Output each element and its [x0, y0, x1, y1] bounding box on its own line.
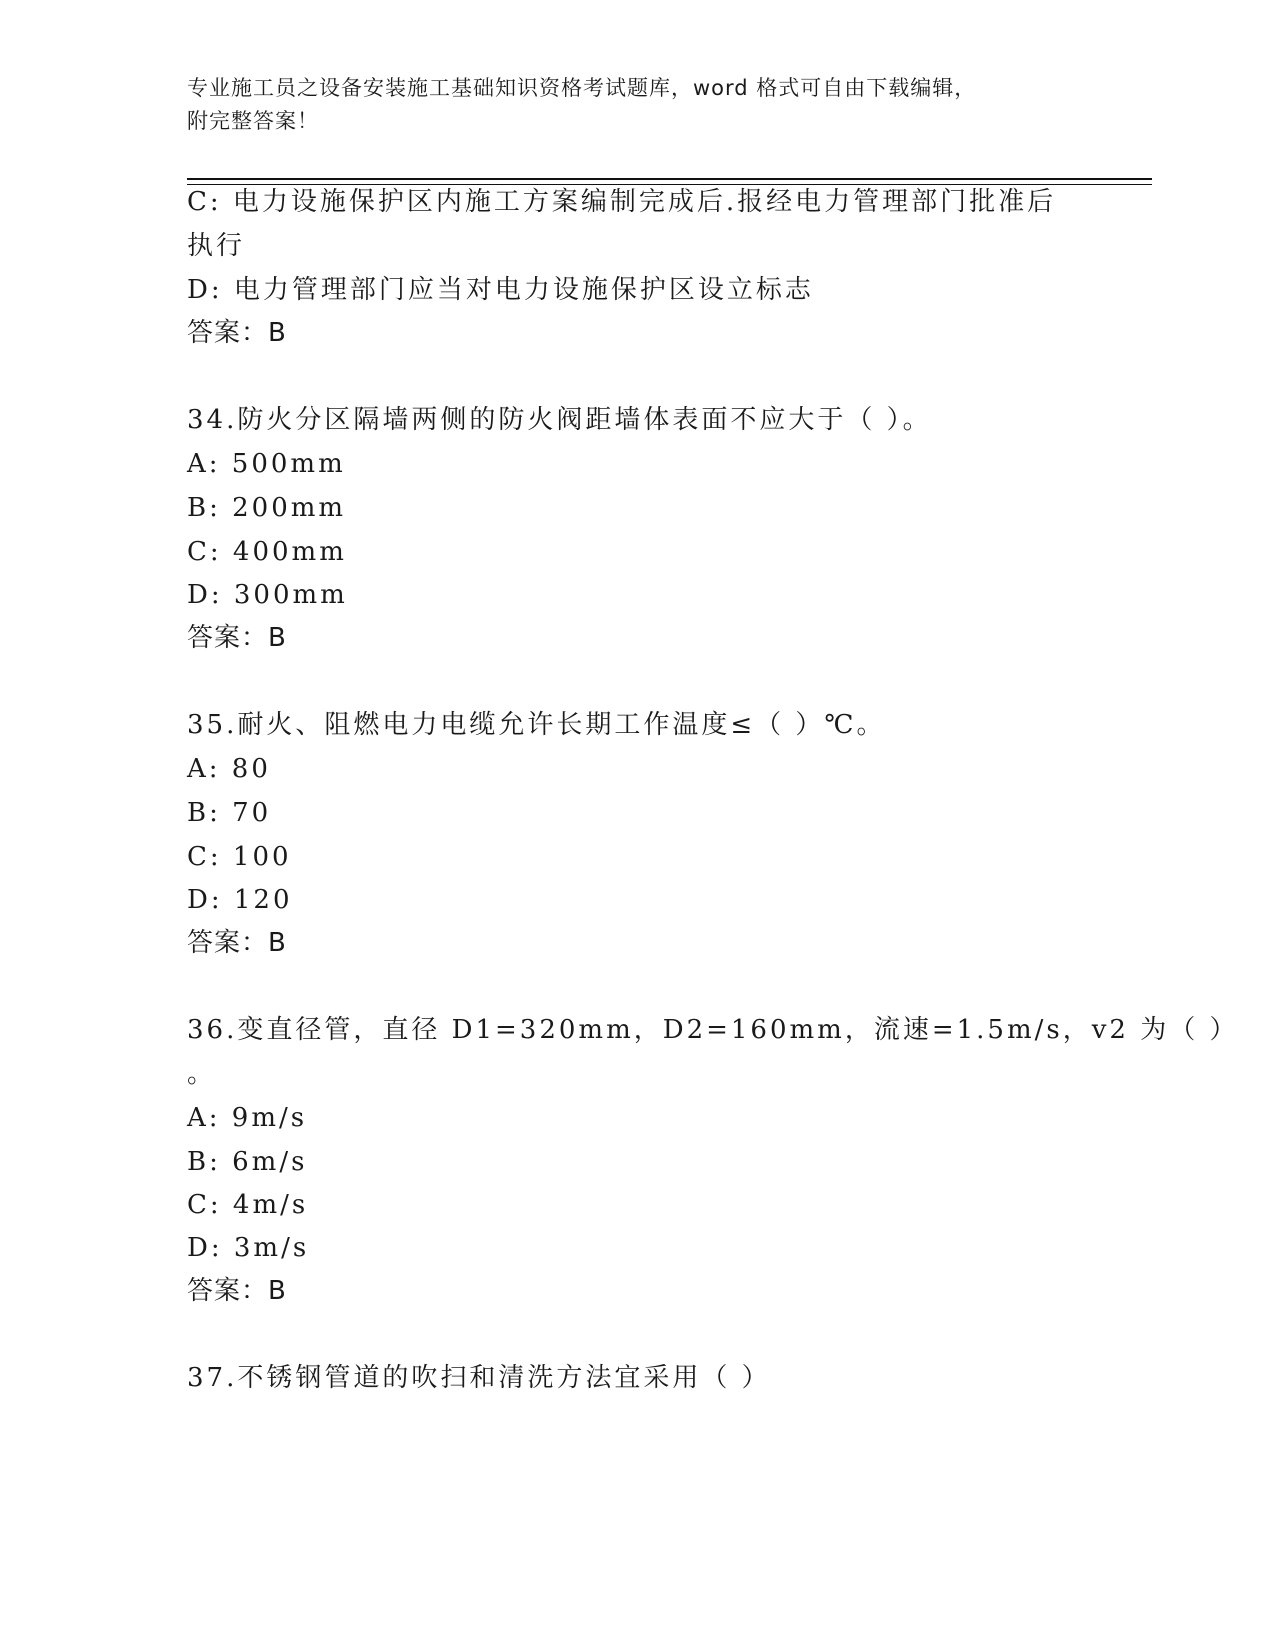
document-header	[187, 72, 1087, 138]
header-divider-thick	[187, 178, 1152, 180]
header-divider-thin	[187, 184, 1152, 185]
header-line-2: 附完整答案！	[187, 109, 319, 133]
q36-option-d: D: 3m/s	[187, 1233, 310, 1263]
q34-option-a: A: 500mm	[187, 449, 346, 479]
q37-question: 37.不锈钢管道的吹扫和清洗方法宜采用（ ）	[187, 1363, 771, 1393]
q35-option-b: B: 70	[187, 798, 272, 828]
q34-option-d: D: 300mm	[187, 580, 348, 610]
q36-question-line-2: 。	[187, 1059, 217, 1089]
q34-answer: 答案：B	[187, 623, 287, 653]
q33-option-d: D: 电力管理部门应当对电力设施保护区设立标志	[187, 275, 814, 305]
q33-option-c-line-1: C: 电力设施保护区内施工方案编制完成后.报经电力管理部门批准后	[187, 187, 1057, 217]
q35-question: 35.耐火、阻燃电力电缆允许长期工作温度≤（ ）℃。	[187, 710, 886, 740]
q34-question: 34.防火分区隔墙两侧的防火阀距墙体表面不应大于（ ）。	[187, 405, 932, 435]
header-line-1: 专业施工员之设备安装施工基础知识资格考试题库，word 格式可自由下载编辑，	[187, 76, 977, 100]
q33-answer: 答案：B	[187, 318, 287, 348]
q36-answer: 答案：B	[187, 1276, 287, 1306]
q35-option-d: D: 120	[187, 885, 293, 915]
q34-option-c: C: 400mm	[187, 537, 347, 567]
q36-option-b: B: 6m/s	[187, 1147, 308, 1177]
q36-option-c: C: 4m/s	[187, 1190, 309, 1220]
q34-option-b: B: 200mm	[187, 493, 347, 523]
q36-option-a: A: 9m/s	[187, 1103, 308, 1133]
q33-option-c-line-2: 执行	[187, 231, 246, 261]
q35-answer: 答案：B	[187, 928, 287, 958]
q35-option-c: C: 100	[187, 842, 292, 872]
q35-option-a: A: 80	[187, 754, 271, 784]
q36-question-line-1: 36.变直径管，直径 D1=320mm，D2=160mm，流速=1.5m/s，v2 为（ ）	[187, 1015, 1239, 1045]
